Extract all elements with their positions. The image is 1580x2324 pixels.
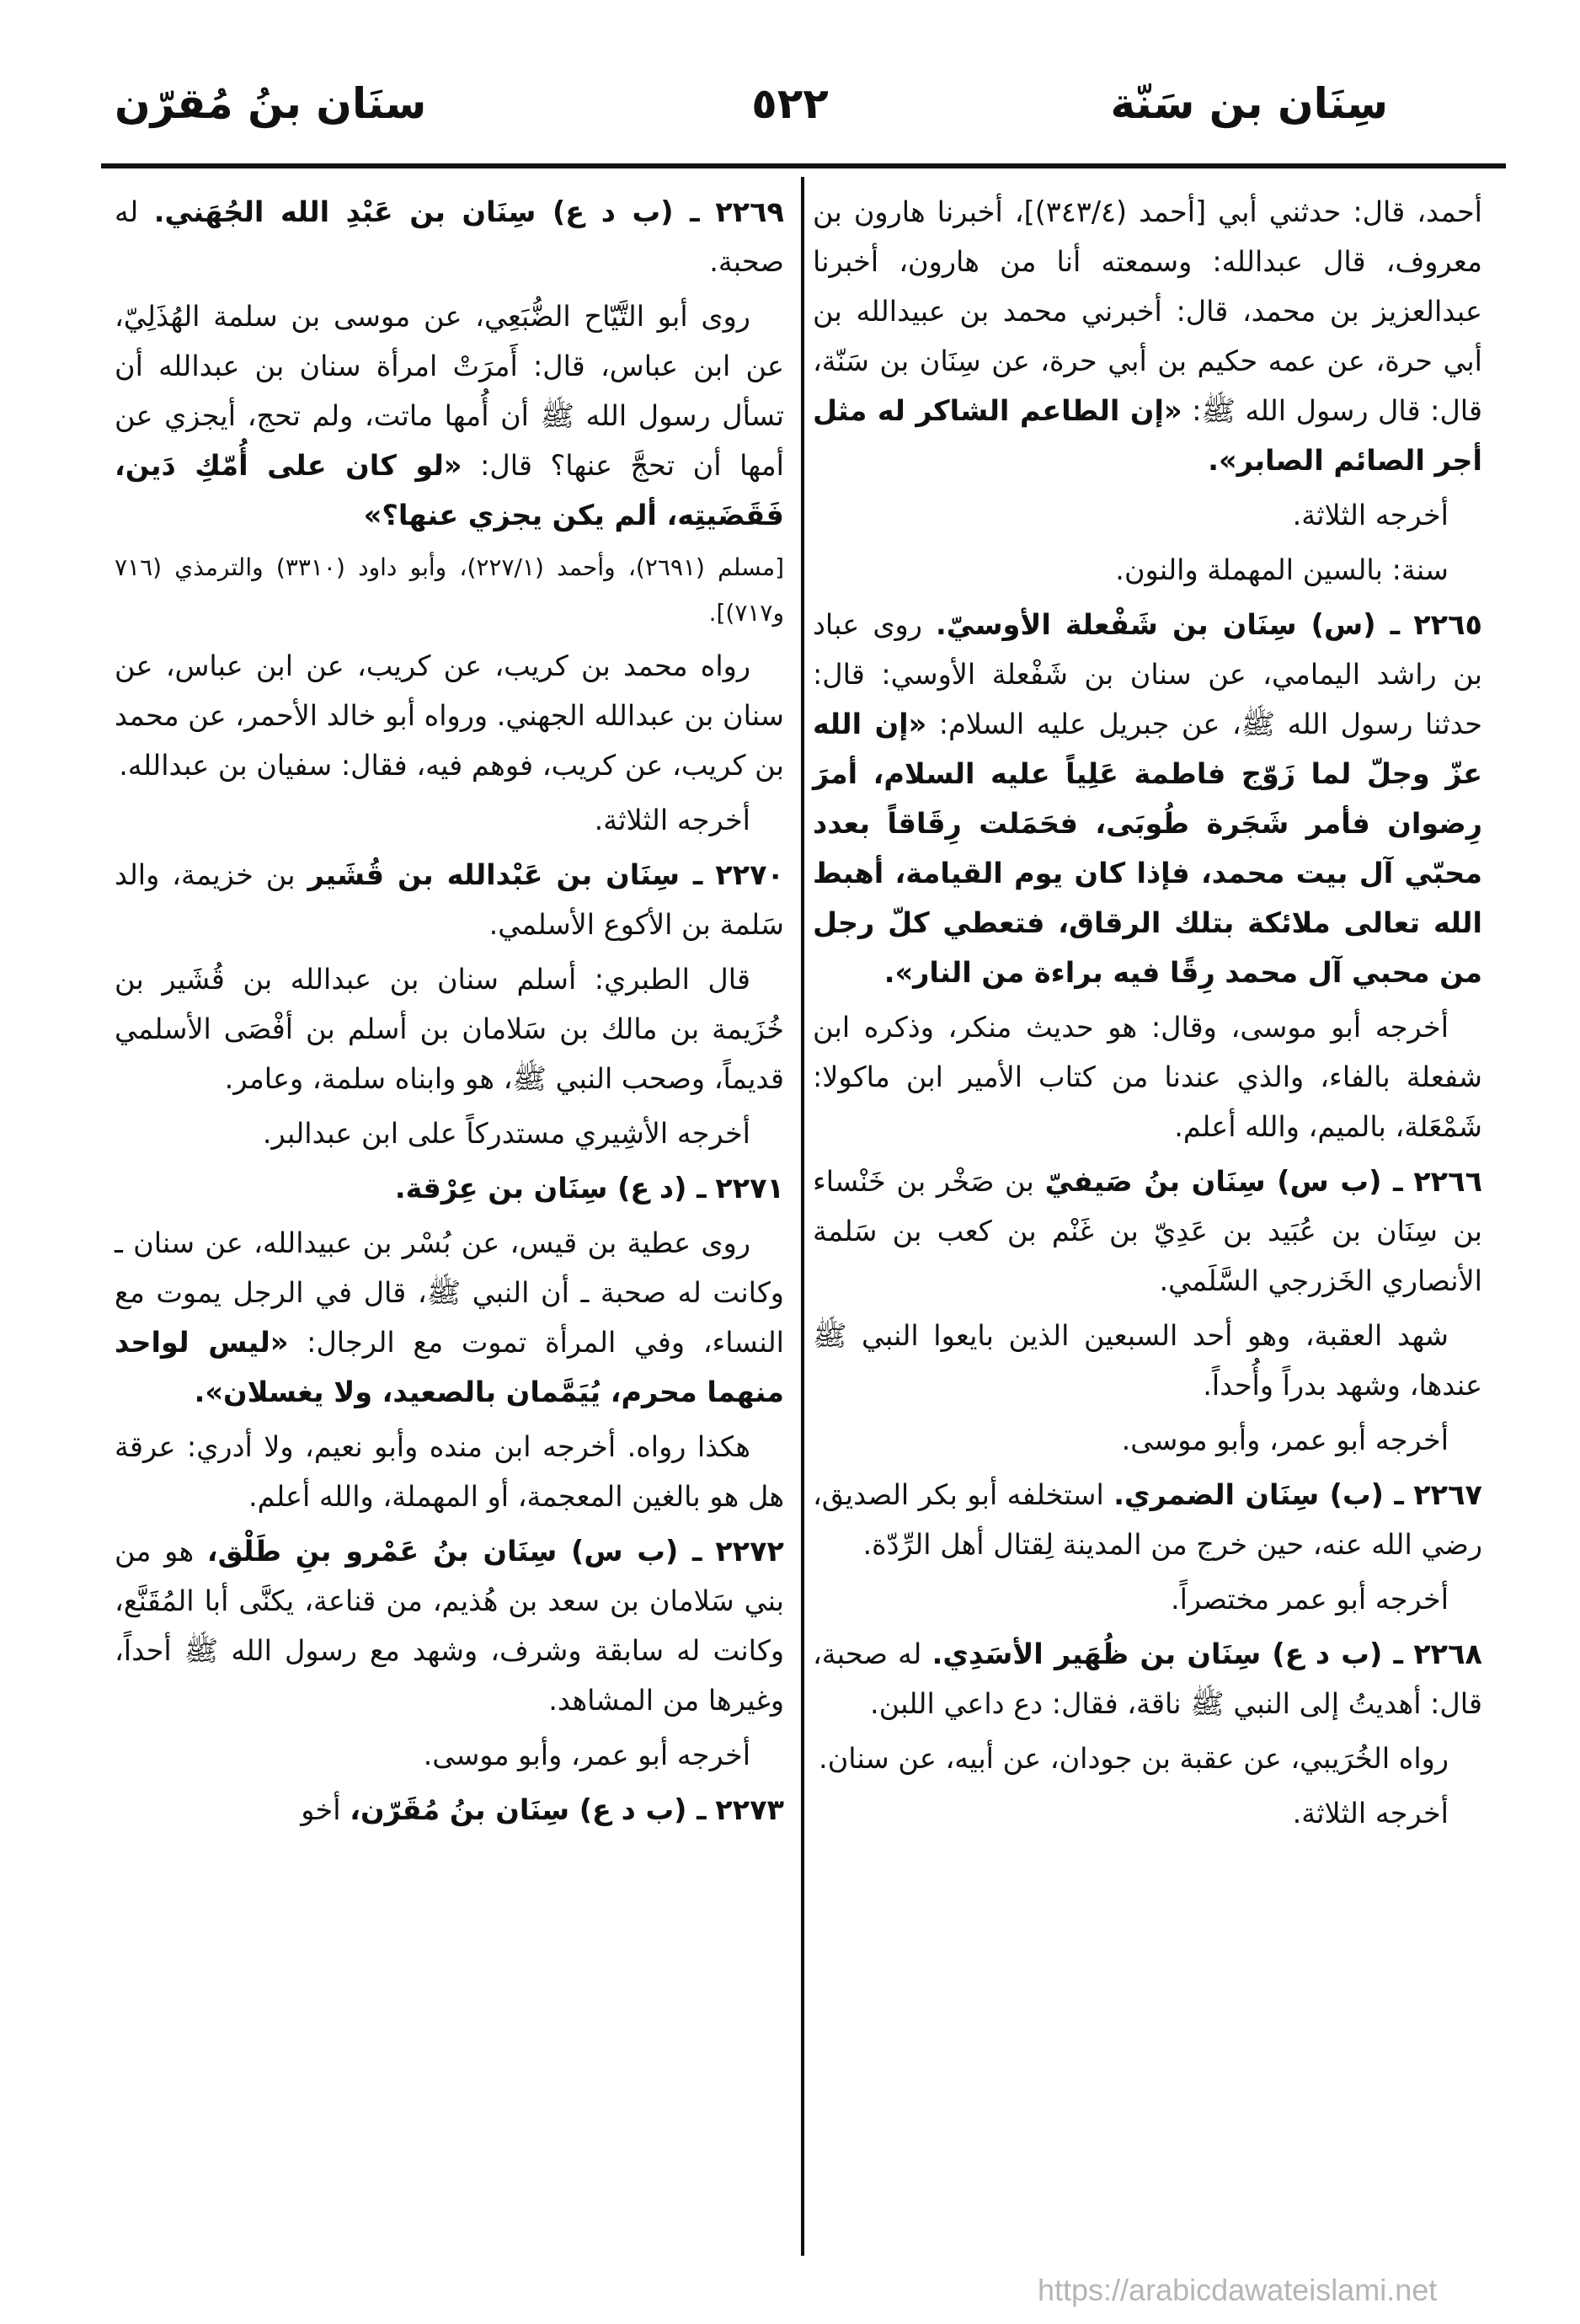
entry-heading: ـ سِنَان بن عَبْدالله بن قُشَير <box>307 858 703 891</box>
paragraph <box>813 187 1482 485</box>
entry-2271 <box>115 1163 784 1213</box>
watermark-url: https://arabicdawateislami.net <box>1038 2273 1438 2307</box>
entry-2270 <box>115 850 784 949</box>
entry-text: روى عباد بن راشد اليمامي، عن سنان بن شَفْعلة الأوسي: قال: حدثنا رسول الله ﷺ، عن جبريل عليه السلام: <box>813 608 1482 740</box>
entry-heading: ـ (د ع) سِنَان بن عِرْقة. <box>394 1172 707 1205</box>
entry-heading: ـ (ب) سِنَان الضمري. <box>1113 1478 1404 1511</box>
paragraph: أخرجه أبو عمر، وأبو موسى. <box>423 1739 750 1771</box>
hadith-quote: «ليس لواحد منهما محرم، يُيَمَّمان بالصعيد، ولا يغسلان». <box>115 1326 784 1408</box>
entry-number: ٢٢٦٨ <box>1413 1637 1482 1670</box>
paragraph: أخرجه الثلاثة. <box>1292 1797 1449 1830</box>
entry-2273 <box>115 1785 784 1835</box>
running-head-left: سنَان بنُ مُقرّن <box>115 79 427 128</box>
entry-2268 <box>813 1629 1482 1728</box>
left-column <box>115 187 784 1840</box>
column-divider <box>801 177 804 2256</box>
entry-number: ٢٢٦٦ <box>1413 1165 1483 1198</box>
entry-number: ٢٢٧٠ <box>715 858 784 891</box>
entry-text: هو من بني سَلامان بن سعد بن هُذيم، من قناعة، يكنَّى أبا المُقَنَّع، وكانت له سابقة وشرف، وشهد مع رسول الله ﷺ أحداً، وغيرها من المشاهد. <box>115 1535 784 1717</box>
entry-text: استخلفه أبو بكر الصديق، رضي الله عنه، حين خرج من المدينة لِقتال أهل الرِّدّة. <box>813 1478 1482 1561</box>
entry-heading: ـ (ب د ع) سِنَان بن ظُهَير الأسَدِي. <box>931 1637 1403 1670</box>
paragraph: أخرجه أبو عمر مختصراً. <box>1170 1583 1449 1616</box>
entry-heading: ـ (ب د ع) سِنَان بنُ مُقَرّن، <box>350 1793 707 1826</box>
text: أحمد، قال: حدثني أبي [أحمد (٣٤٣/٤)]، أخبرنا هارون بن معروف، قال عبدالله: وسمعته أنا من هارون، أخبرنا عبدالعزيز بن محمد، قال: أخبرني محمد بن عبيدالله بن أبي حرة، عن عمه حكيم بن أبي حرة، عن سِنَان بن سَنّة، قال: قال رسول الله ﷺ: <box>813 195 1483 427</box>
paragraph: أخرجه أبو موسى، وقال: هو حديث منكر، وذكره ابن شفعلة بالفاء، والذي عندنا من كتاب الأمير ابن ماكولا: شَمْعَلة، بالميم، والله أعلم. <box>813 1011 1482 1143</box>
paragraph: أخرجه الثلاثة. <box>1292 499 1449 532</box>
entry-heading: ـ (س) سِنَان بن شَفْعلة الأوسيّ. <box>935 608 1401 641</box>
right-column <box>813 187 1482 1843</box>
entry-heading: ـ (ب د ع) سِنَان بن عَبْدِ الله الجُهَني. <box>153 195 700 228</box>
paragraph <box>115 291 784 540</box>
paragraph: أخرجه الثلاثة. <box>594 804 750 836</box>
entry-text: أخو <box>301 1793 341 1826</box>
entry-2265 <box>813 600 1482 997</box>
entry-2269 <box>115 187 784 286</box>
entry-2272 <box>115 1526 784 1725</box>
source-citation: [مسلم (٢٦٩١)، وأحمد (٢٢٧/١)، وأبو داود (٣٣١٠) والترمذي (٧١٦ و٧١٧)]. <box>115 553 784 627</box>
entry-number: ٢٢٧٢ <box>715 1535 784 1568</box>
entry-number: ٢٢٧٣ <box>715 1793 784 1826</box>
paragraph: أخرجه أبو عمر، وأبو موسى. <box>1121 1424 1449 1456</box>
paragraph: هكذا رواه. أخرجه ابن منده وأبو نعيم، ولا أدري: عرقة هل هو بالغين المعجمة، أو المهملة، والله أعلم. <box>115 1430 784 1513</box>
paragraph <box>115 1218 784 1417</box>
running-head-right: سِنَان بن سَنّة <box>1110 79 1388 128</box>
entry-number: ٢٢٦٧ <box>1413 1478 1482 1511</box>
entry-text: بن خزيمة، والد سَلمة بن الأكوع الأسلمي. <box>115 858 784 941</box>
entry-number: ٢٢٧١ <box>715 1172 784 1205</box>
hadith-quote: «إن الطاعم الشاكر له مثل أجر الصائم الصابر». <box>813 394 1482 477</box>
paragraph: رواه الخُرَيبي، عن عقبة بن جودان، عن أبيه، عن سنان. <box>819 1742 1449 1775</box>
page-number: ٥٢٢ <box>751 79 829 128</box>
paragraph: سنة: بالسين المهملة والنون. <box>1115 553 1449 586</box>
hadith-quote: «لو كان على أُمّكِ دَين، فَقَضَيتِه، ألم يكن يجزي عنها؟» <box>115 449 784 532</box>
entry-2267 <box>813 1470 1482 1569</box>
entry-text: له صحبة. <box>115 195 784 278</box>
entry-text: له صحبة، قال: أهديتُ إلى النبي ﷺ ناقة، فقال: دع داعي اللبن. <box>813 1637 1482 1720</box>
header-rule <box>101 163 1506 168</box>
paragraph: قال الطبري: أسلم سنان بن عبدالله بن قُشَير بن خُزَيمة بن مالك بن سَلامان بن أسلم بن أفْصَى الأسلمي قديماً، وصحب النبي ﷺ، هو وابناه سلمة، وعامر. <box>115 963 784 1095</box>
entry-number: ٢٢٦٩ <box>715 195 784 228</box>
entry-heading: ـ (ب س) سِنَان بنُ صَيفيّ <box>1044 1165 1403 1198</box>
hadith-quote: «إن الله عزّ وجلّ لما زَوّج فاطمة عَلِياً عليه السلام، أمرَ رِضوان فأمر شَجَرة طُوبَى، فحَمَلت رِقَاقاً بعدد محبّي آل بيت محمد، فإذا كان يوم القيامة، أهبط الله تعالى ملائكة بتلك الرقاق، فتعطي كلّ رجل من محبي آل محمد رِقًا فيه براءة من النار». <box>813 708 1482 989</box>
entry-text: بن صَخْر بن خَنْساء بن سِنَان بن عُبَيد بن عَدِيّ بن غَنْم بن كعب بن سَلمة الأنصاري الخَزرجي السَّلَمي. <box>813 1165 1482 1297</box>
entry-2266 <box>813 1157 1482 1306</box>
paragraph: شهد العقبة، وهو أحد السبعين الذين بايعوا النبي ﷺ عندها، وشهد بدراً وأُحداً. <box>813 1319 1482 1402</box>
text: روى عطية بن قيس، عن بُسْر بن عبيدالله، عن سنان ـ وكانت له صحبة ـ أن النبي ﷺ، قال في الرجل يموت مع النساء، وفي المرأة تموت مع الرجال: <box>115 1226 784 1359</box>
paragraph: رواه محمد بن كريب، عن كريب، عن ابن عباس، عن سنان بن عبدالله الجهني. ورواه أبو خالد الأحمر، عن محمد بن كريب، عن كريب، فوهم فيه، فقال: سفيان بن عبدالله. <box>115 649 784 782</box>
paragraph: أخرجه الأشِيري مستدركاً على ابن عبدالبر. <box>262 1117 750 1150</box>
entry-number: ٢٢٦٥ <box>1413 608 1482 641</box>
entry-heading: ـ (ب س) سِنَان بنُ عَمْرو بنِ طَلْق، <box>206 1535 702 1568</box>
text: روى أبو التَّيّاح الضُّبَعِي، عن موسى بن سلمة الهُذَلِيّ، عن ابن عباس، قال: أَمرَتْ امرأة سنان بن عبدالله أن تسأل رسول الله ﷺ أن أُمها ماتت، ولم تحج، أيجزي عن أمها أن تحجَّ عنها؟ قال: <box>115 300 784 482</box>
